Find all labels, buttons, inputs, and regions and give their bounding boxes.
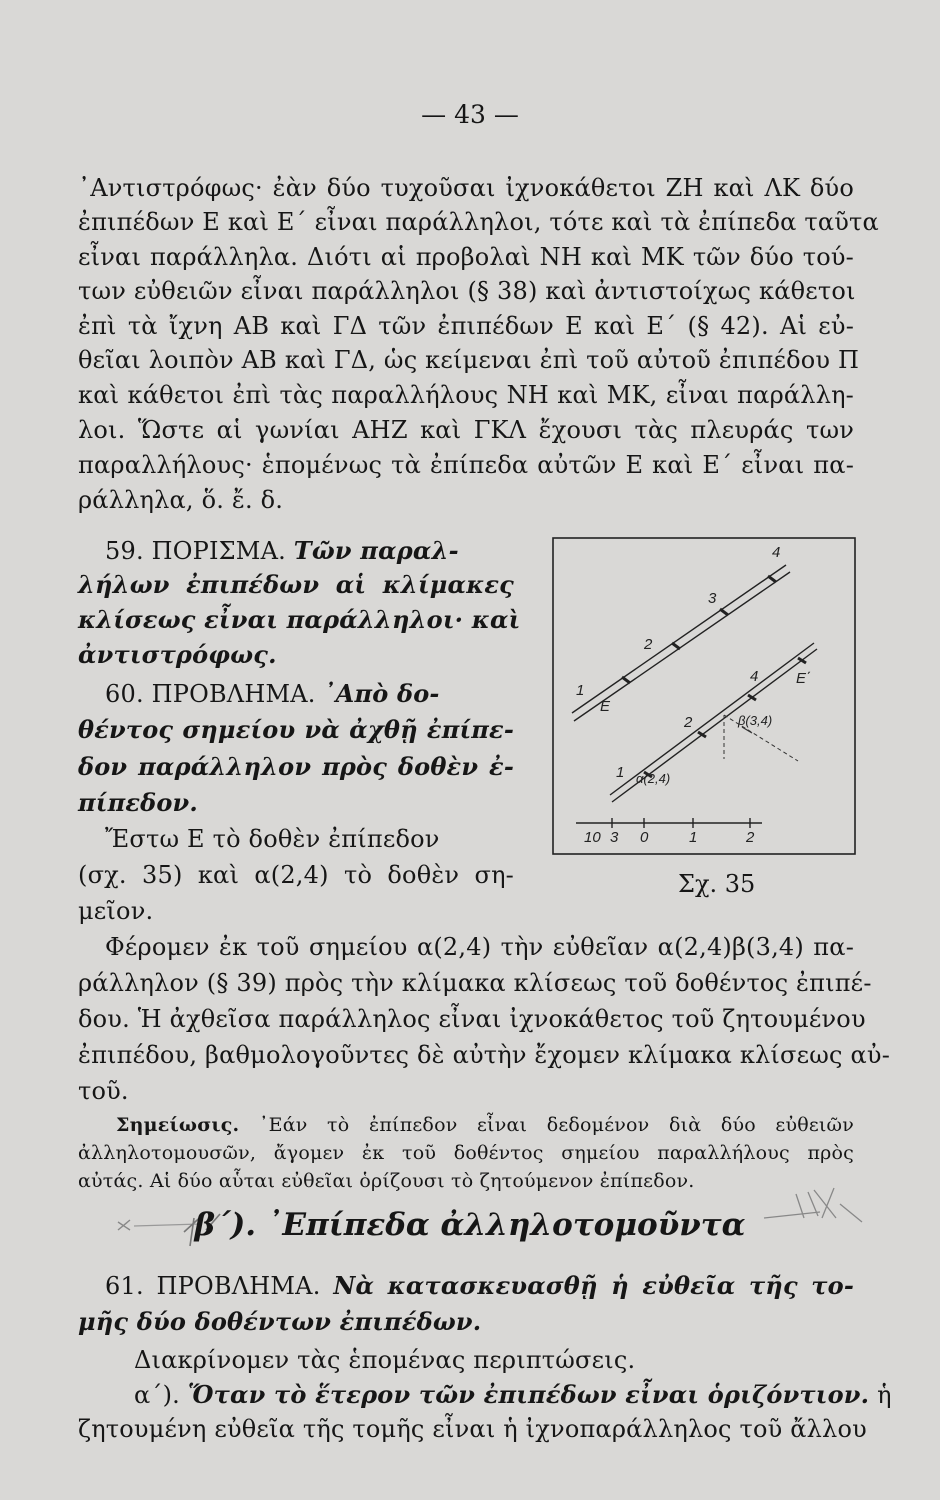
corollary-line: ἀντιστρόφως. [78,640,277,669]
problem-heading-line [105,677,515,711]
plane-label-E: E [600,698,611,715]
case-label: α΄). [134,1381,180,1409]
figure-caption: Σχ. 35 [678,870,756,898]
grade-label: 2 [644,636,653,653]
scale-tick-label: 3 [610,829,619,846]
text-line: ἐπιπέδων Ε καὶ Ε΄ εἶναι παράλληλοι, τότε καὶ τὰ ἐπίπεδα ταῦτα [78,208,879,236]
text-line: εἶναι παράλληλα. Διότι αἱ προβολαὶ ΝΗ καὶ ΜΚ τῶν δύο τού- [78,243,854,271]
note-text: ᾿Εάν τὸ ἐπίπεδον εἶναι δεδομένον διὰ δύο εὐθειῶν [258,1114,854,1136]
point-label-b: β(3,4) [738,713,773,728]
text-line: ἐπὶ τὰ ἴχνη ΑΒ καὶ ΓΔ τῶν ἐπιπέδων Ε καὶ Ε΄ (§ 42). Αἱ εὐ- [78,312,854,340]
grade-label: 1 [616,764,625,781]
case-heading-line [134,1378,892,1412]
text-line: των εὐθειῶν εἶναι παράλληλοι (§ 38) καὶ ἀντιστοίχως κάθετοι [78,277,856,305]
problem-line: πίπεδον. [78,788,198,817]
grade-label: 4 [750,668,759,685]
point-label-a: α(2,4) [636,771,671,786]
corollary-line: λήλων ἐπιπέδων αἱ κλίμακες [78,570,514,599]
case-line: ζητουμένη εὐθεῖα τῆς τομῆς εἶναι ἡ ἰχνοπαράλληλος τοῦ ἄλλου [78,1415,867,1443]
text-line: ράλληλον (§ 39) πρὸς τὴν κλίμακα κλίσεως τοῦ δοθέντος ἐπιπέ- [78,969,872,997]
corollary-line: κλίσεως εἶναι παράλληλοι· καὶ [78,605,521,634]
corollary-label: 59. ΠΟΡΙΣΜΑ. [105,537,286,565]
problem-line: θέντος σημείου νὰ ἀχθῇ ἐπίπε- [78,715,514,744]
corollary-heading-line [105,534,515,568]
problem-body-line: μεῖον. [78,897,154,925]
grade-label: 2 [684,714,693,731]
figure-35 [552,537,856,855]
problem-heading-line [105,1269,854,1303]
note-line: αὐτάς. Αἱ δύο αὗται εὐθεῖαι ὁρίζουσι τὸ ζητούμενον ἐπίπεδον. [78,1170,695,1192]
problem-line: δον παράλληλον πρὸς δοθὲν ἐ- [78,752,514,781]
problem-body-line: Ἔστω Ε τὸ δοθὲν ἐπίπεδον [105,825,440,853]
text-line: θεῖαι λοιπὸν ΑΒ καὶ ΓΔ, ὡς κείμεναι ἐπὶ τοῦ αὐτοῦ ἐπιπέδου Π [78,346,860,374]
problem-title: Νὰ κατασκευασθῇ ἡ εὐθεῖα τῆς το- [333,1271,854,1300]
case-title: Ὅταν τὸ ἕτερον τῶν ἐπιπέδων εἶναι ὁριζόντιον. [187,1380,870,1409]
problem-title: ᾿Απὸ δο- [323,679,440,708]
text-line: τοῦ. [78,1077,129,1105]
problem-label: 61. ΠΡΟΒΛΗΜΑ. [105,1272,321,1300]
scale-tick-label: 1 [689,829,698,846]
text-line: δου. Ἡ ἀχθεῖσα παράλληλος εἶναι ἰχνοκάθετος τοῦ ζητουμένου [78,1005,866,1033]
plane-label-E2: E΄ [796,670,811,687]
text-line: Φέρομεν ἐκ τοῦ σημείου α(2,4) τὴν εὐθεῖαν α(2,4)β(3,4) πα- [105,933,854,961]
section-heading: β΄). ᾿Επίπεδα ἀλληλοτομοῦντα [194,1207,746,1243]
text-line: παραλλήλους· ἑπομένως τὰ ἐπίπεδα αὐτῶν Ε καὶ Ε΄ εἶναι πα- [78,451,854,479]
note-label: Σημείωσις. [116,1114,240,1136]
problem-label: 60. ΠΡΟΒΛΗΜΑ. [105,680,316,708]
scale-tick-label: 0 [640,829,649,846]
grade-label: 4 [772,544,781,561]
problem-body-line: Διακρίνομεν τὰς ἑπομένας περιπτώσεις. [134,1346,636,1374]
grade-label: 3 [708,590,717,607]
corollary-title: Τῶν παραλ- [293,536,459,565]
text-line: καὶ κάθετοι ἐπὶ τὰς παραλλήλους ΝΗ καὶ ΜΚ, εἶναι παράλλη- [78,381,854,409]
text-line: ἐπιπέδου, βαθμολογοῦντες δὲ αὐτὴν ἔχομεν κλίμακα κλίσεως αὐ- [78,1041,891,1069]
problem-body-line: (σχ. 35) καὶ α(2,4) τὸ δοθὲν ση- [78,861,514,889]
note-line: ἀλληλοτομουσῶν, ἄγομεν ἐκ τοῦ δοθέντος σημείου παραλλήλους πρὸς [78,1142,854,1164]
text-line: ράλληλα, ὅ. ἔ. δ. [78,486,284,514]
scale-tick-label: 10 [584,829,601,846]
grade-label: 1 [576,682,585,699]
figure-frame [553,538,855,854]
text-line: λοι. Ὥστε αἱ γωνίαι ΑΗΖ καὶ ΓΚΛ ἔχουσι τὰς πλευράς των [78,416,854,444]
page-number: — 43 — [421,100,519,129]
case-text: ἡ [877,1381,892,1409]
text-line: ᾿Αντιστρόφως· ἐὰν δύο τυχοῦσαι ἰχνοκάθετοι ΖΗ καὶ ΛΚ δύο [78,174,854,202]
graphic-scale [576,818,762,828]
scale-tick-label: 2 [746,829,755,846]
problem-line: μῆς δύο δοθέντων ἐπιπέδων. [78,1307,482,1336]
